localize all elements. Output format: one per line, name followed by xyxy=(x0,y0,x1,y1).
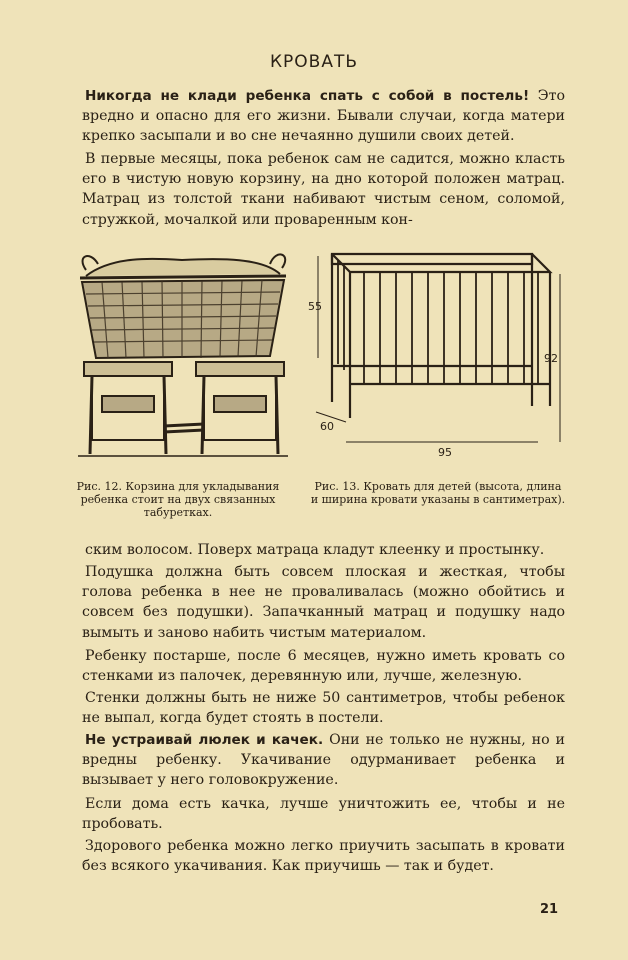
paragraph-2 xyxy=(82,149,565,230)
paragraph-8 xyxy=(82,794,565,834)
paragraph-7 xyxy=(82,730,565,791)
paragraph-5 xyxy=(82,646,565,686)
page-number: 21 xyxy=(540,902,559,917)
paragraph-6-text: Стенки должны быть не ниже 50 сантиметров, чтобы ребенок не выпал, когда будет стоять в постели. xyxy=(82,690,565,727)
paragraph-5-text: Ребенку постарше, после 6 месяцев, нужно иметь кровать со стенками из палочек, деревянную или, лучше, железную. xyxy=(82,648,565,685)
figure-13-crib-illustration xyxy=(306,246,566,466)
paragraph-1-lead: Никогда не клади ребенка спать с собой в постель! xyxy=(85,88,530,104)
figure-12-basket-illustration xyxy=(72,246,294,466)
dimension-label-95: 95 xyxy=(438,446,452,459)
dimension-label-92: 92 xyxy=(544,352,558,365)
paragraph-4 xyxy=(82,562,565,643)
paragraph-7-lead: Не устраивай люлек и качек. xyxy=(85,732,324,748)
paragraph-7-text: Они не только не нужны, но и вредны ребенку. Укачивание одурманивает ребенка и вызывает у него головокружение. xyxy=(82,732,566,789)
figure-12-caption: Рис. 12. Корзина для укладывания ребенка стоит на двух связанных табуретках. xyxy=(76,480,280,519)
page-title: КРОВАТЬ xyxy=(269,52,359,72)
paragraph-9 xyxy=(82,836,565,876)
dimension-label-60: 60 xyxy=(320,420,334,433)
paragraph-6 xyxy=(82,688,565,728)
paragraph-9-text: Здорового ребенка можно легко приучить засыпать в кровати без всякого укачивания. Как приучишь — так и будет. xyxy=(82,838,565,875)
paragraph-3 xyxy=(82,540,565,560)
paragraph-4-text: Подушка должна быть совсем плоская и жесткая, чтобы голова ребенка в нее не проваливалась (можно обойтись и совсем без подушки). Запачканный матрац и подушку надо вымыть и заново набить чистым материалом. xyxy=(82,564,565,641)
paragraph-2-text: В первые месяцы, пока ребенок сам не садится, можно класть его в чистую новую корзину, на дно которой положен матрац. Матрац из толстой ткани набивают чистым сеном, соломой, стружкой, мочалкой или проваренным кон- xyxy=(82,151,565,228)
paragraph-1-text: Это вредно и опасно для его жизни. Бывали случаи, когда матери крепко засыпали и во сне нечаянно душили своих детей. xyxy=(82,88,565,145)
figure-13-caption: Рис. 13. Кровать для детей (высота, длина и ширина кровати указаны в сантиметрах). xyxy=(310,480,566,506)
paragraph-3-text: ским волосом. Поверх матраца кладут клеенку и простынку. xyxy=(85,542,545,558)
paragraph-1 xyxy=(82,86,565,147)
dimension-label-55: 55 xyxy=(308,300,322,313)
paragraph-8-text: Если дома есть качка, лучше уничтожить ее, чтобы и не пробовать. xyxy=(82,796,565,833)
